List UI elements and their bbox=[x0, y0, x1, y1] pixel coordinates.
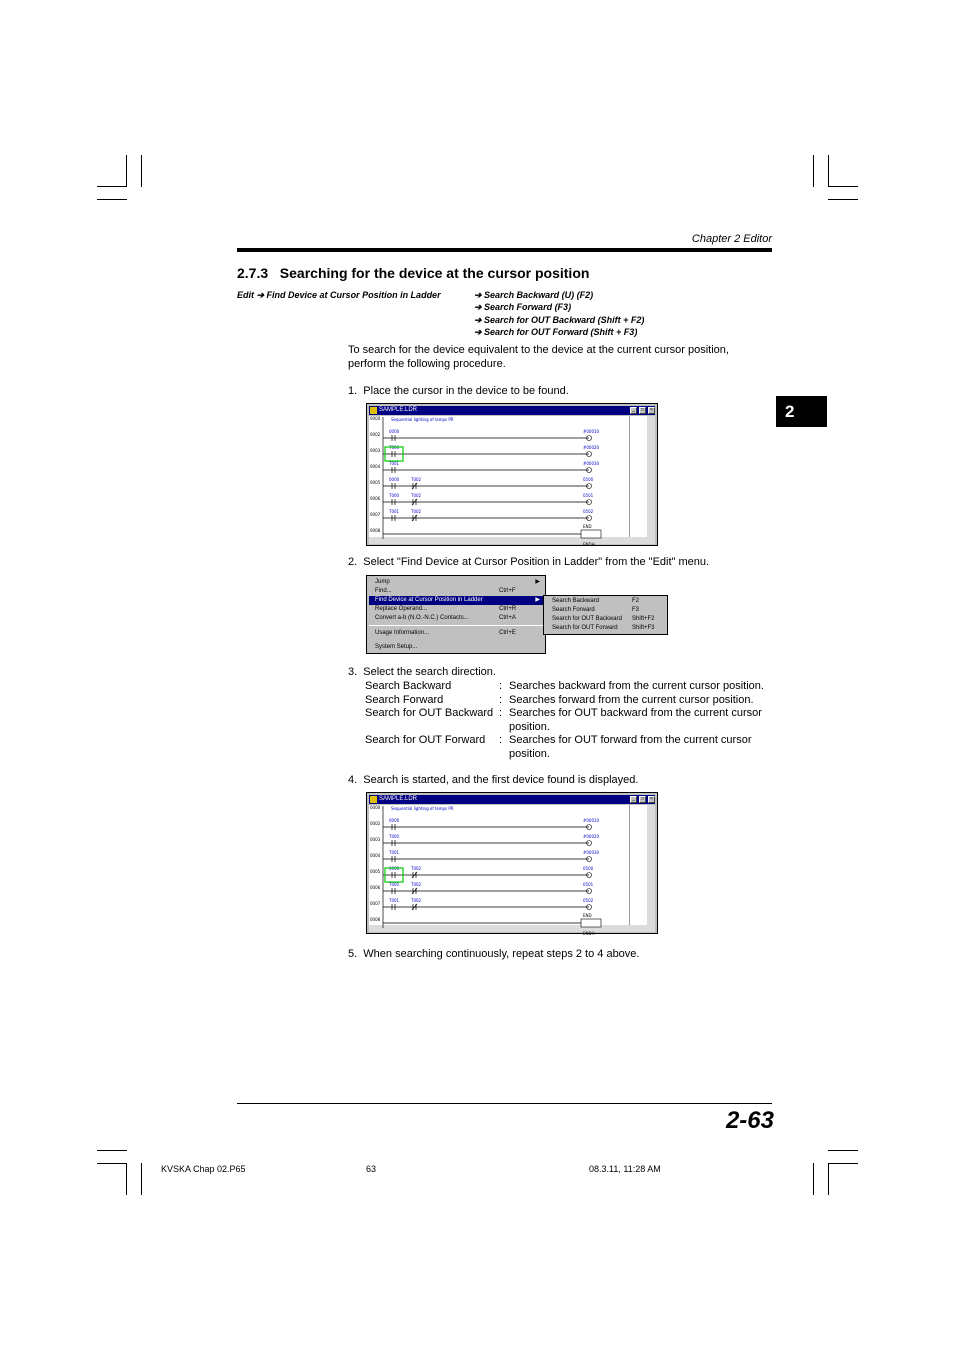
direction-colon: : bbox=[499, 734, 503, 746]
rung-number: 0008 bbox=[370, 528, 381, 533]
close-icon[interactable]: × bbox=[648, 796, 655, 803]
direction-list bbox=[365, 679, 775, 764]
direction-desc: Searches forward from the current cursor position. bbox=[509, 693, 754, 706]
coil-label: 0501 bbox=[583, 493, 594, 498]
header-rule bbox=[237, 248, 772, 252]
rung-number: 0006 bbox=[370, 885, 381, 890]
coil-label: 0502 bbox=[583, 898, 594, 903]
end-box bbox=[581, 919, 601, 927]
menu-item-jump[interactable]: Jump ▶ bbox=[375, 579, 540, 585]
menu-path: Edit ➔ Find Device at Cursor Position in Ladder bbox=[237, 290, 441, 300]
bottom-label: ENDH bbox=[583, 542, 595, 547]
contact-label: 0000 bbox=[389, 866, 400, 871]
ladder-diagram-1 bbox=[367, 404, 659, 547]
coil-label: #00010 bbox=[583, 818, 600, 823]
contact-label: T000 bbox=[389, 445, 400, 450]
rung-number: 0007 bbox=[370, 901, 381, 906]
maximize-icon[interactable]: □ bbox=[640, 796, 645, 802]
contact-label: T001 bbox=[389, 850, 400, 855]
contact-label: T002 bbox=[411, 493, 422, 498]
contact-label: T001 bbox=[389, 898, 400, 903]
direction-colon: : bbox=[499, 693, 503, 706]
option-search-forward: ➔ Search Forward (F3) bbox=[474, 302, 572, 313]
page-number: 2-63 bbox=[725, 1107, 774, 1134]
ladder-diagram-2 bbox=[367, 793, 659, 935]
find-device-submenu[interactable] bbox=[543, 595, 668, 635]
contact-label: 0000 bbox=[389, 429, 400, 434]
chapter-label: Chapter 2 Editor bbox=[691, 233, 772, 245]
coil-label: 0501 bbox=[583, 882, 594, 887]
menu-separator bbox=[369, 625, 543, 626]
rung-number: 0004 bbox=[370, 464, 381, 469]
menu-item-usage-information[interactable]: Usage Information... Ctrl+E bbox=[375, 630, 516, 636]
contact-label: T002 bbox=[411, 509, 422, 514]
option-search-backward: ➔ Search Backward (U) (F2) bbox=[474, 290, 594, 300]
direction-desc: Searches for OUT forward from the current cursor bbox=[509, 734, 752, 746]
rung-number: 0007 bbox=[370, 512, 381, 517]
contact-label: T000 bbox=[389, 834, 400, 839]
minimize-icon[interactable]: _ bbox=[630, 796, 637, 803]
edit-menu[interactable] bbox=[366, 575, 546, 654]
direction-desc-cont: position. bbox=[509, 720, 550, 733]
rung-number: 0004 bbox=[370, 853, 381, 858]
step-1: 1. Place the cursor in the device to be found. bbox=[348, 385, 569, 397]
menu-options bbox=[474, 289, 644, 338]
rung-number: 0006 bbox=[370, 496, 381, 501]
step-2: 2. Select "Find Device at Cursor Position in Ladder" from the "Edit" menu. bbox=[348, 556, 710, 568]
direction-term: Search Backward bbox=[365, 680, 452, 692]
direction-desc: Searches for OUT backward from the current cursor bbox=[509, 707, 762, 719]
menu-item-replace-operand[interactable]: Replace Operand... Ctrl+R bbox=[375, 606, 517, 612]
menu-item-find[interactable]: Find... Ctrl+F bbox=[375, 588, 516, 594]
contact-label: T002 bbox=[411, 882, 422, 887]
step-3: 3. Select the search direction. bbox=[348, 666, 496, 678]
rung-number: 0005 bbox=[370, 480, 381, 485]
submenu-search-forward[interactable]: Search Forward F3 bbox=[552, 607, 640, 613]
end-label: END bbox=[583, 524, 592, 529]
contact-label: T000 bbox=[389, 493, 400, 498]
window-title: SAMPLE.LDR bbox=[379, 796, 418, 802]
submenu-arrow-icon: ▶ bbox=[535, 597, 540, 603]
coil-label: #00030 bbox=[583, 461, 600, 466]
contact-label: T001 bbox=[389, 509, 400, 514]
contact-label: T002 bbox=[411, 898, 422, 903]
intro-text bbox=[348, 343, 729, 371]
direction-term: Search for OUT Forward bbox=[365, 734, 486, 746]
coil-label: 0500 bbox=[583, 477, 594, 482]
minimize-icon[interactable]: _ bbox=[630, 407, 637, 414]
submenu-search-out-forward[interactable]: Search for OUT Forward Shift+F3 bbox=[552, 625, 655, 631]
ladder-comment: Sequential lighting of lamps PR bbox=[391, 417, 454, 422]
menu-item-convert-contacts[interactable]: Convert a-b (N.O.-N.C.) Contacts... Ctrl+A bbox=[375, 615, 516, 621]
menu-item-find-device-at-cursor[interactable]: Find Device at Cursor Position in Ladder ▶ bbox=[369, 596, 543, 605]
rung-number: 0005 bbox=[370, 869, 381, 874]
footer-timestamp: 08.3.11, 11:28 AM bbox=[589, 1164, 661, 1174]
contact-label: 0000 bbox=[389, 818, 400, 823]
submenu-search-backward[interactable]: Search Backward F2 bbox=[552, 598, 640, 604]
direction-term: Search Forward bbox=[365, 693, 444, 706]
rung-number: 0000 bbox=[370, 805, 381, 810]
end-box bbox=[581, 530, 601, 538]
maximize-icon[interactable]: □ bbox=[640, 407, 645, 413]
footer-rule bbox=[237, 1103, 772, 1104]
step-4: 4. Search is started, and the first device found is displayed. bbox=[348, 774, 639, 786]
step-5: 5. When searching continuously, repeat steps 2 to 4 above. bbox=[348, 948, 640, 960]
section-title: 2.7.3 Searching for the device at the cursor position bbox=[237, 265, 590, 281]
contact-label: T002 bbox=[411, 866, 422, 871]
ladder-window-2[interactable] bbox=[366, 792, 658, 934]
footer-sheet: 63 bbox=[366, 1164, 377, 1174]
coil-label: #00020 bbox=[583, 445, 600, 450]
rung-number: 0008 bbox=[370, 917, 381, 922]
coil-label: #00030 bbox=[583, 850, 600, 855]
option-search-out-backward: ➔ Search for OUT Backward (Shift + F2) bbox=[474, 314, 645, 325]
contact-label: 0000 bbox=[389, 477, 400, 482]
contact-label: T000 bbox=[389, 882, 400, 887]
contact-label: T001 bbox=[389, 461, 400, 466]
rung-number: 0003 bbox=[370, 448, 381, 453]
menu-item-system-setup[interactable]: System Setup... bbox=[375, 644, 418, 650]
ladder-comment: Sequential lighting of lamps PR bbox=[391, 806, 454, 811]
coil-label: #00010 bbox=[583, 429, 600, 434]
coil-label: 0502 bbox=[583, 509, 594, 514]
rung-number: 0002 bbox=[370, 821, 381, 826]
intro-line-2: perform the following procedure. bbox=[348, 358, 506, 370]
rung-number: 0000 bbox=[370, 416, 381, 421]
option-search-out-forward: ➔ Search for OUT Forward (Shift + F3) bbox=[474, 326, 638, 337]
ladder-window-1[interactable] bbox=[366, 403, 658, 546]
rung-number: 0003 bbox=[370, 837, 381, 842]
bottom-label: ENDH bbox=[583, 931, 595, 935]
direction-colon: : bbox=[499, 707, 503, 719]
window-title: SAMPLE.LDR bbox=[379, 407, 418, 413]
intro-line-1: To search for the device equivalent to the device at the current cursor position, bbox=[348, 344, 729, 356]
side-tab-label: 2 bbox=[785, 402, 795, 421]
direction-desc-cont: position. bbox=[509, 747, 550, 760]
footer-file: KVSKA Chap 02.P65 bbox=[161, 1164, 246, 1174]
submenu-arrow-icon: ▶ bbox=[535, 579, 540, 585]
side-tab bbox=[776, 396, 827, 427]
contact-label: T002 bbox=[411, 477, 422, 482]
direction-desc: Searches backward from the current cursor position. bbox=[509, 680, 764, 692]
submenu-search-out-backward[interactable]: Search for OUT Backward Shift+F2 bbox=[552, 616, 655, 622]
direction-term: Search for OUT Backward bbox=[365, 707, 494, 719]
rung-number: 0002 bbox=[370, 432, 381, 437]
close-icon[interactable]: × bbox=[648, 407, 655, 414]
coil-label: #00020 bbox=[583, 834, 600, 839]
direction-colon: : bbox=[499, 680, 503, 692]
end-label: END bbox=[583, 913, 592, 918]
coil-label: 0500 bbox=[583, 866, 594, 871]
